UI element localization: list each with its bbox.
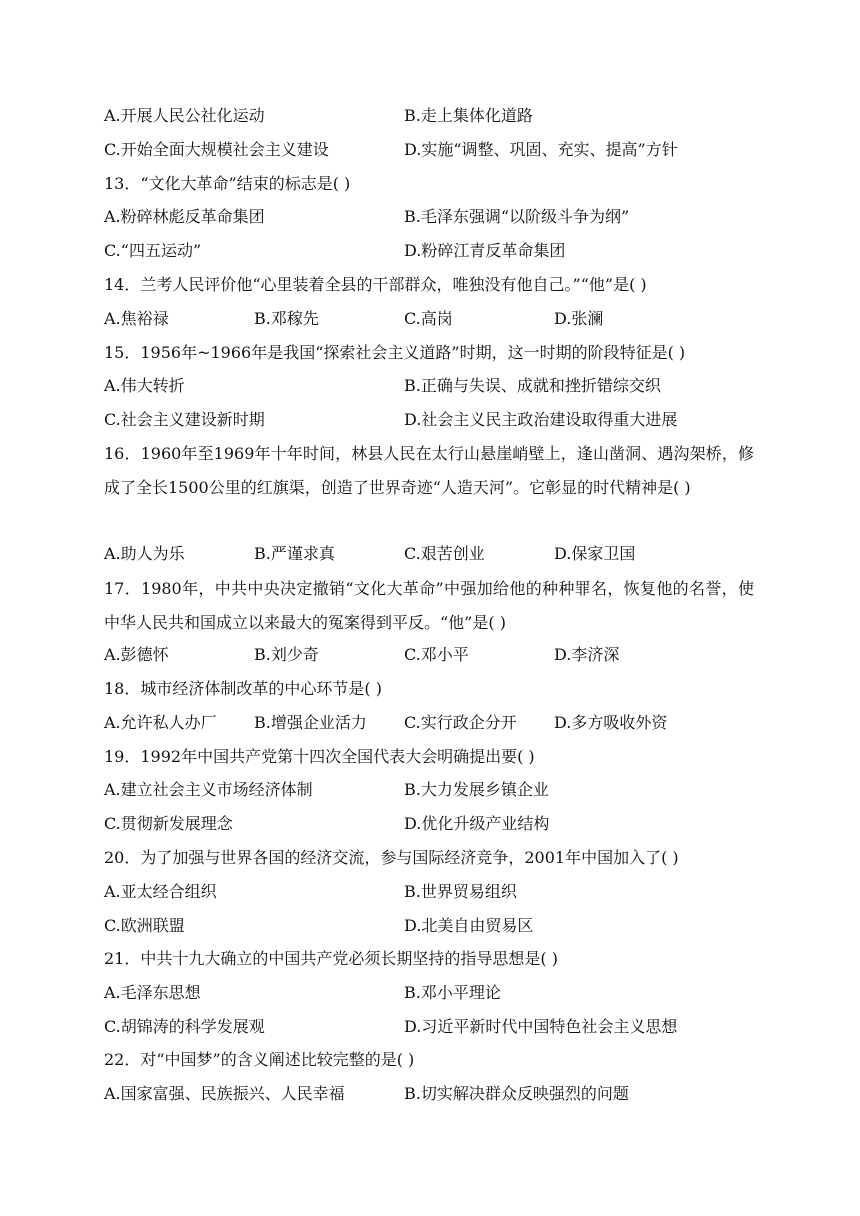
q15-option-a: A.伟大转折 — [104, 376, 185, 395]
q20-stem: 20．为了加强与世界各国的经济交流，参与国际经济竞争，2001年中国加入了( ) — [104, 848, 679, 867]
q13-option-d: D.粉碎江青反革命集团 — [404, 241, 566, 260]
q20-option-d: D.北美自由贸易区 — [404, 916, 534, 935]
q13-stem: 13．“文化大革命”结束的标志是( ) — [104, 174, 351, 193]
q15-option-c: C.社会主义建设新时期 — [104, 410, 265, 429]
q22-option-a: A.国家富强、民族振兴、人民幸福 — [104, 1084, 345, 1103]
q13-options-row-1 — [104, 205, 764, 229]
q16-option-d: D.保家卫国 — [554, 544, 636, 563]
q13-option-c: C.“四五运动” — [104, 241, 202, 260]
q19-options-row-1 — [104, 778, 764, 802]
q18-option-b: B.增强企业活力 — [254, 713, 367, 732]
q12-option-b: B.走上集体化道路 — [404, 106, 533, 125]
q12-options-row-1 — [104, 104, 764, 128]
q17-options-row — [104, 643, 764, 667]
q12-option-d: D.实施“调整、巩固、充实、提高”方针 — [404, 140, 678, 159]
q13-option-a: A.粉碎林彪反革命集团 — [104, 207, 265, 226]
q21-option-b: B.邓小平理论 — [404, 983, 501, 1002]
q12-option-c: C.开始全面大规模社会主义建设 — [104, 140, 329, 159]
q16-option-c: C.艰苦创业 — [404, 544, 485, 563]
q17-option-d: D.李济深 — [554, 645, 620, 664]
q17-option-b: B.刘少奇 — [254, 645, 319, 664]
q20-option-b: B.世界贸易组织 — [404, 882, 517, 901]
q20-option-c: C.欧洲联盟 — [104, 916, 185, 935]
q21-stem: 21．中共十九大确立的中国共产党必须长期坚持的指导思想是( ) — [104, 949, 558, 968]
q21-option-a: A.毛泽东思想 — [104, 983, 201, 1002]
q13-options-row-2 — [104, 239, 764, 263]
q20-options-row-1 — [104, 880, 764, 904]
q19-option-b: B.大力发展乡镇企业 — [404, 780, 549, 799]
q19-option-d: D.优化升级产业结构 — [404, 814, 550, 833]
q14-option-b: B.邓稼先 — [254, 309, 319, 328]
q15-options-row-1 — [104, 374, 764, 398]
q21-options-row-1 — [104, 981, 764, 1005]
q22-stem: 22．对“中国梦”的含义阐述比较完整的是( ) — [104, 1050, 415, 1069]
q19-stem: 19．1992年中国共产党第十四次全国代表大会明确提出要( ) — [104, 747, 535, 766]
q21-options-row-2 — [104, 1015, 764, 1039]
q18-option-d: D.多方吸收外资 — [554, 713, 668, 732]
q17-option-c: C.邓小平 — [404, 645, 469, 664]
q14-options-row — [104, 307, 764, 331]
q17-option-a: A.彭德怀 — [104, 645, 169, 664]
q15-option-d: D.社会主义民主政治建设取得重大进展 — [404, 410, 678, 429]
q18-options-row — [104, 711, 764, 735]
q12-options-row-2 — [104, 138, 764, 162]
q19-options-row-2 — [104, 812, 764, 836]
q20-options-row-2 — [104, 914, 764, 938]
q13-option-b: B.毛泽东强调“以阶级斗争为纲” — [404, 207, 630, 226]
q18-option-a: A.允许私人办厂 — [104, 713, 217, 732]
q15-stem: 15．1956年~1966年是我国“探索社会主义道路”时期，这一时期的阶段特征是( ) — [104, 343, 686, 362]
q15-options-row-2 — [104, 408, 764, 432]
q16-option-a: A.助人为乐 — [104, 544, 185, 563]
q14-option-a: A.焦裕禄 — [104, 309, 169, 328]
q20-option-a: A.亚太经合组织 — [104, 882, 217, 901]
q16-options-row — [104, 542, 764, 566]
q19-option-c: C.贯彻新发展理念 — [104, 814, 233, 833]
q16-stem: 16．1960年至1969年十年时间，林县人民在太行山悬崖峭壁上，逢山凿洞、遇沟架桥，修成了全长1500公里的红旗渠，创造了世界奇迹“人造天河”。它彰显的时代精神是( ) — [104, 444, 754, 497]
q21-option-c: C.胡锦涛的科学发展观 — [104, 1017, 265, 1036]
q15-option-b: B.正确与失误、成就和挫折错综交织 — [404, 376, 661, 395]
q19-option-a: A.建立社会主义市场经济体制 — [104, 780, 313, 799]
q16-option-b: B.严谨求真 — [254, 544, 335, 563]
q14-stem: 14．兰考人民评价他“心里装着全县的干部群众，唯独没有他自己。”“他”是( ) — [104, 275, 647, 294]
q21-option-d: D.习近平新时代中国特色社会主义思想 — [404, 1017, 678, 1036]
q22-options-row-1 — [104, 1082, 764, 1106]
q14-option-d: D.张澜 — [554, 309, 604, 328]
q17-stem: 17．1980年，中共中央决定撤销“文化大革命”中强加给他的种种罪名，恢复他的名誉，使中华人民共和国成立以来最大的冤案得到平反。“他”是( ) — [104, 579, 754, 632]
q18-option-c: C.实行政企分开 — [404, 713, 517, 732]
q14-option-c: C.高岗 — [404, 309, 453, 328]
q18-stem: 18．城市经济体制改革的中心环节是( ) — [104, 679, 382, 698]
q22-option-b: B.切实解决群众反映强烈的问题 — [404, 1084, 629, 1103]
q12-option-a: A.开展人民公社化运动 — [104, 106, 265, 125]
